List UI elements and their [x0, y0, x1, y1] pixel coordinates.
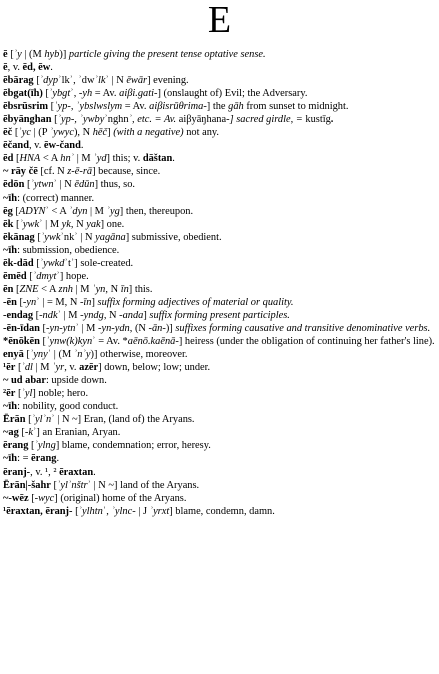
- entry-text: ] noble; hero.: [32, 388, 89, 400]
- entry-crossref: ēraxtan: [59, 466, 94, 478]
- entry-headword: ~ rāy čē: [3, 166, 38, 178]
- dictionary-entry: [3, 466, 436, 479]
- entry-transcription: ʾyn: [92, 283, 106, 295]
- entry-text: | M: [74, 153, 94, 165]
- entry-text: ʾ] an Eranian, Aryan.: [32, 427, 121, 439]
- entry-text: [: [12, 127, 19, 139]
- entry-transcription: yagāna: [95, 231, 126, 243]
- section-letter: E: [207, 0, 232, 41]
- entry-transcription: ēdūn: [74, 179, 95, 191]
- entry-text: ] this; v.: [106, 153, 143, 165]
- entry-headword: ¹ēraxtan, ēranj-: [3, 505, 73, 517]
- entry-text: [: [50, 479, 57, 491]
- entry-transcription: -k: [24, 427, 33, 439]
- entry-text: [: [34, 231, 41, 243]
- entry-text: -] (onslaught of) Evil; the Adversary.: [154, 88, 308, 100]
- entry-text: [: [33, 309, 40, 321]
- entry-text: [: [7, 49, 14, 60]
- entry-transcription: hnʾ: [60, 153, 75, 165]
- entry-text: ʾtʾ] sole-created.: [64, 257, 134, 269]
- entry-text: ʾ] hope.: [56, 270, 89, 282]
- entry-headword: ēn: [3, 283, 14, 295]
- entry-headword: ~īh: [3, 401, 18, 413]
- entry-text: [: [28, 440, 35, 452]
- entry-transcription: ʾynw(k)kyn: [46, 336, 93, 348]
- entry-text: : =: [17, 453, 32, 465]
- entry-text: : submission, obedience.: [17, 244, 120, 256]
- entry-text: [: [33, 75, 40, 87]
- entry-text: ʾ | N: [53, 179, 75, 191]
- entry-text: | (P: [30, 127, 50, 139]
- entry-text: ʾnkʾ | N: [60, 231, 96, 243]
- entry-headword: ēranj-: [3, 466, 31, 478]
- dictionary-entry: [3, 257, 436, 270]
- entry-text: [: [16, 296, 23, 308]
- entry-text: [: [39, 322, 47, 334]
- entry-headword: ēmēd: [3, 270, 27, 282]
- entry-transcription: yh: [82, 88, 93, 100]
- entry-text: < A: [40, 153, 61, 165]
- entry-transcription: ʾyrxt: [149, 505, 170, 517]
- entry-transcription: hyb: [44, 49, 60, 60]
- entry-text: , v.: [7, 62, 23, 74]
- entry-text: | M: [87, 205, 107, 217]
- entry-transcription: ʾyc: [18, 127, 31, 139]
- entry-text: : nobility, good conduct.: [17, 401, 119, 413]
- entry-transcription: (with a negative): [113, 127, 184, 139]
- entry-transcription: aiβi.gati: [119, 88, 155, 100]
- entry-text: [: [24, 179, 31, 191]
- entry-text: [: [13, 283, 20, 295]
- entry-transcription: -yn-ydn: [98, 322, 130, 334]
- entry-text: )]: [165, 322, 176, 334]
- entry-transcription: ʾlk: [94, 75, 106, 87]
- dictionary-entry: [3, 387, 436, 400]
- entry-transcription: ʾdyp: [39, 75, 59, 87]
- entry-crossref: dāštan: [142, 153, 173, 165]
- entry-text: ] evening.: [147, 75, 189, 87]
- entry-text: ʾnghn: [104, 114, 129, 126]
- entry-transcription: suffixes forming causative and transitive denominative verbs.: [175, 322, 431, 334]
- entry-text: .: [56, 453, 60, 465]
- entry-transcription: -ndk: [39, 309, 58, 321]
- entry-headword: ²ēr: [3, 388, 16, 400]
- entry-transcription: znh: [58, 283, 73, 295]
- entry-transcription: ʾylhtn: [78, 505, 103, 517]
- entry-text: ] one.: [100, 218, 125, 230]
- entry-headword: ēkānag: [3, 231, 35, 243]
- entry-transcription: -ān-: [148, 322, 166, 334]
- entry-text: .: [172, 153, 175, 165]
- entry-transcription: ʾybgt: [48, 88, 71, 100]
- entry-headword: ēk-dād: [3, 257, 34, 269]
- entry-transcription: ADYN: [18, 205, 46, 217]
- dictionary-entry: [3, 413, 436, 426]
- dictionary-entry: [3, 113, 436, 126]
- entry-text: ʾ | = M, N: [36, 296, 80, 308]
- entry-headword: ~īh: [3, 453, 18, 465]
- entry-headword: ~īh: [3, 192, 18, 204]
- entry-headword: enyā: [3, 349, 24, 361]
- dictionary-entry: [3, 192, 436, 205]
- dictionary-entry: [3, 270, 436, 283]
- entry-text: , v.: [28, 140, 44, 152]
- entry-text: | M: [32, 362, 53, 374]
- dictionary-entry: [3, 322, 436, 335]
- entry-text: [: [15, 362, 22, 374]
- dictionary-entry: [3, 87, 436, 100]
- entry-text: ʾ, -: [70, 88, 83, 100]
- entry-transcription: yk: [61, 218, 71, 230]
- entry-transcription: -] sacred girdle, =: [226, 114, 306, 126]
- entry-transcription: ZNE: [19, 283, 39, 295]
- entry-text: [: [48, 101, 55, 113]
- dictionary-entry: [3, 439, 436, 452]
- entry-text: [: [13, 153, 20, 165]
- entry-text: ] this.: [128, 283, 153, 295]
- entry-text: ʾ,: [69, 75, 79, 87]
- entry-transcription: -wyc: [34, 492, 55, 504]
- entry-text: from sunset to midnight.: [243, 101, 349, 113]
- entry-text: [: [42, 88, 49, 100]
- dictionary-entry: [3, 309, 436, 322]
- entry-transcription: īn: [120, 283, 129, 295]
- entry-headword: -ēn: [3, 296, 17, 308]
- entry-text: not any.: [183, 127, 220, 139]
- entry-transcription: ʾylng: [34, 440, 56, 452]
- dictionary-entry: [3, 335, 436, 348]
- dictionary-entry: [3, 205, 436, 218]
- entry-transcription: -anda: [119, 309, 144, 321]
- entry-text: ]: [107, 127, 114, 139]
- dictionary-entry: [3, 426, 436, 439]
- entry-text: , N: [70, 218, 87, 230]
- entry-headword: ēbyānghan: [3, 114, 52, 126]
- entry-transcription: -yn: [22, 296, 37, 308]
- entry-headword: Ērān|-šahr: [3, 479, 51, 491]
- entry-text: ʾ | N ~] land of the Aryans.: [87, 479, 200, 491]
- entry-text: ] then, thereupon.: [119, 205, 194, 217]
- entry-text: [: [15, 388, 22, 400]
- dictionary-entry: [3, 48, 436, 61]
- entry-headword: ēk: [3, 218, 14, 230]
- entry-transcription: ʾyp-, ʾybslwslym: [54, 101, 123, 113]
- entry-transcription: -īn: [79, 296, 92, 308]
- dictionary-entry: [3, 361, 436, 374]
- entry-text: [: [51, 114, 58, 126]
- entry-headword: ēčand: [3, 140, 29, 152]
- dictionary-entry: [3, 126, 436, 139]
- entry-transcription: suffix forming adjectives of material or quality.: [97, 296, 294, 308]
- entry-text: = Av.: [92, 88, 120, 100]
- entry-headword: -ēn-īdan: [3, 322, 40, 334]
- entry-text: ʾ | N: [105, 75, 127, 87]
- entry-text: [: [25, 414, 32, 426]
- entry-text: ʾ = Av. *: [92, 336, 128, 348]
- entry-transcription: z-ē-rā: [67, 166, 93, 178]
- entry-crossref: ērang: [31, 453, 57, 465]
- dictionary-entry: [3, 348, 436, 361]
- entry-transcription: ʾylʾn: [31, 414, 52, 426]
- entry-text: ), N: [73, 127, 93, 139]
- dictionary-entry: [3, 505, 436, 518]
- entry-transcription: ēwār: [126, 75, 148, 87]
- entry-transcription: ʾdmyt: [32, 270, 57, 282]
- entry-text: , N: [103, 309, 120, 321]
- entry-text: | J: [135, 505, 150, 517]
- entry-text: .: [80, 140, 84, 152]
- entry-text: ] (original) home of the Aryans.: [54, 492, 187, 504]
- entry-text: ] blame, condemnation; error, heresy.: [55, 440, 211, 452]
- entry-transcription: ʾylʾnštr: [56, 479, 88, 491]
- entry-text: ʾ < A: [45, 205, 69, 217]
- entry-text: .: [50, 62, 53, 74]
- dictionary-entry: [3, 139, 436, 152]
- entry-text: | (M: [21, 49, 45, 60]
- entry-text: ] thus, so.: [94, 179, 135, 191]
- entry-text: ] blame, condemn, damn.: [169, 505, 275, 517]
- entry-transcription: ʾywyc: [49, 127, 74, 139]
- dictionary-entry: [3, 74, 436, 87]
- entry-text: -] the: [203, 101, 229, 113]
- entry-transcription: -yn-ytn: [46, 322, 76, 334]
- entry-text: | M: [72, 283, 93, 295]
- entry-headword: ēč: [3, 127, 13, 139]
- entry-crossref: .: [330, 114, 334, 126]
- entry-text: [: [39, 336, 47, 348]
- entry-transcription: ʾdyn: [68, 205, 88, 217]
- dictionary-entry: [3, 400, 436, 413]
- entry-transcription: ʾyg: [106, 205, 120, 217]
- entry-text: -] heiress (under the obligation of continuing her father's line).: [175, 336, 435, 348]
- entry-text: , (N: [129, 322, 149, 334]
- dictionary-entry: [3, 479, 436, 492]
- entry-transcription: ʾy: [13, 49, 22, 60]
- entry-text: ʾ,: [102, 505, 112, 517]
- entry-headword: ēg: [3, 205, 13, 217]
- entry-text: ]: [143, 309, 150, 321]
- entry-transcription: particle giving the present tense optative sense.: [68, 49, 266, 60]
- entry-headword: ē: [3, 62, 8, 74]
- entry-text: ʾdw: [78, 75, 95, 87]
- entry-text: , v.: [64, 362, 80, 374]
- entry-text: .: [93, 466, 96, 478]
- entry-transcription: aēnō.kaēnā: [127, 336, 176, 348]
- entry-crossref: ēd, ēw: [22, 62, 51, 74]
- entry-text: aiβyāŋhana: [178, 114, 227, 126]
- entry-text: [: [72, 505, 79, 517]
- entry-text: [: [28, 492, 35, 504]
- entry-transcription: ʾywk: [40, 231, 61, 243]
- dictionary-entry: [3, 283, 436, 296]
- entry-headword: *ēnōkēn: [3, 336, 40, 348]
- entry-headword: ēbgat(īh): [3, 88, 43, 100]
- entry-transcription: gāh: [228, 101, 244, 113]
- entry-transcription: HNA: [19, 153, 41, 165]
- entry-text: ʾ | M: [57, 309, 81, 321]
- entry-text: [: [23, 349, 30, 361]
- entry-text: ]: [91, 296, 98, 308]
- entry-transcription: ʾyr: [52, 362, 65, 374]
- entry-transcription: ʾyp-, ʾywby: [57, 114, 105, 126]
- entry-list: [3, 48, 436, 518]
- entry-text: )] otherwise, moreover.: [90, 349, 188, 361]
- dictionary-entry: [3, 100, 436, 113]
- entry-headword: ~īh: [3, 244, 18, 256]
- entry-text: : (correct) manner.: [17, 192, 95, 204]
- entry-crossref: azēr: [79, 362, 99, 374]
- entry-text: [: [33, 257, 40, 269]
- dictionary-entry: [3, 374, 436, 387]
- entry-headword: ¹ēr: [3, 362, 16, 374]
- entry-crossref: ēw-čand: [43, 140, 81, 152]
- dictionary-entry: [3, 296, 436, 309]
- entry-headword: ēbsrūsrim: [3, 101, 49, 113]
- dictionary-entry: [3, 218, 436, 231]
- entry-headword: ~ ud abar: [3, 375, 46, 387]
- entry-headword: ~-wēz: [3, 492, 29, 504]
- entry-text: , N: [105, 283, 121, 295]
- entry-transcription: ʾywkd: [39, 257, 65, 269]
- entry-text: ] because, since.: [92, 166, 161, 178]
- entry-text: ʾlk: [58, 75, 70, 87]
- entry-transcription: ʾywk: [19, 218, 40, 230]
- dictionary-entry: [3, 61, 436, 74]
- entry-text: [: [18, 427, 25, 439]
- entry-transcription: ʾnʾy: [73, 349, 91, 361]
- entry-transcription: ʾylnc-: [111, 505, 136, 517]
- entry-text: ʾ | M: [75, 322, 99, 334]
- dictionary-entry: [3, 231, 436, 244]
- dictionary-entry: [3, 492, 436, 505]
- entry-text: , v. ¹, ²: [30, 466, 60, 478]
- entry-headword: ēdōn: [3, 179, 25, 191]
- dictionary-entry: [3, 152, 436, 165]
- entry-headword: ēd: [3, 153, 14, 165]
- entry-headword: Ērān: [3, 414, 26, 426]
- entry-transcription: ʾytwn: [30, 179, 54, 191]
- entry-transcription: aiβisrūθrima: [149, 101, 204, 113]
- entry-text: < A: [38, 283, 59, 295]
- entry-text: ] submissive, obedient.: [125, 231, 222, 243]
- entry-text: [cf. N: [37, 166, 68, 178]
- dictionary-entry: [3, 244, 436, 257]
- entry-transcription: ʾyl: [21, 388, 33, 400]
- entry-text: ʾ | (M: [47, 349, 74, 361]
- entry-transcription: hēč: [92, 127, 108, 139]
- entry-text: ʾ | N ~] Eran, (land of) the Aryans.: [51, 414, 195, 426]
- entry-headword: ērang: [3, 440, 29, 452]
- entry-transcription: ʾyny: [29, 349, 48, 361]
- entry-text: [: [26, 270, 33, 282]
- entry-headword: ē: [3, 49, 8, 60]
- entry-text: )]: [59, 49, 69, 60]
- entry-text: : upside down.: [45, 375, 107, 387]
- entry-headword: ~ag: [3, 427, 19, 439]
- entry-transcription: -yndg: [80, 309, 104, 321]
- entry-transcription: ʾdl: [21, 362, 33, 374]
- dictionary-entry: [3, 178, 436, 191]
- dictionary-entry: [3, 165, 436, 178]
- entry-transcription: ʾ, etc. = Av.: [128, 114, 179, 126]
- entry-text: [: [13, 218, 20, 230]
- entry-headword: -endag: [3, 309, 34, 321]
- entry-headword: ēbārag: [3, 75, 34, 87]
- entry-transcription: ʾyd: [93, 153, 107, 165]
- entry-text: = Av.: [122, 101, 150, 113]
- entry-transcription: suffix forming present participles.: [149, 309, 290, 321]
- entry-text: ] down, below; low; under.: [98, 362, 211, 374]
- entry-text: [: [12, 205, 19, 217]
- entry-transcription: yak: [86, 218, 101, 230]
- entry-text: ʾ | M: [39, 218, 62, 230]
- dictionary-entry: [3, 452, 436, 465]
- entry-text: kustīg: [305, 114, 331, 126]
